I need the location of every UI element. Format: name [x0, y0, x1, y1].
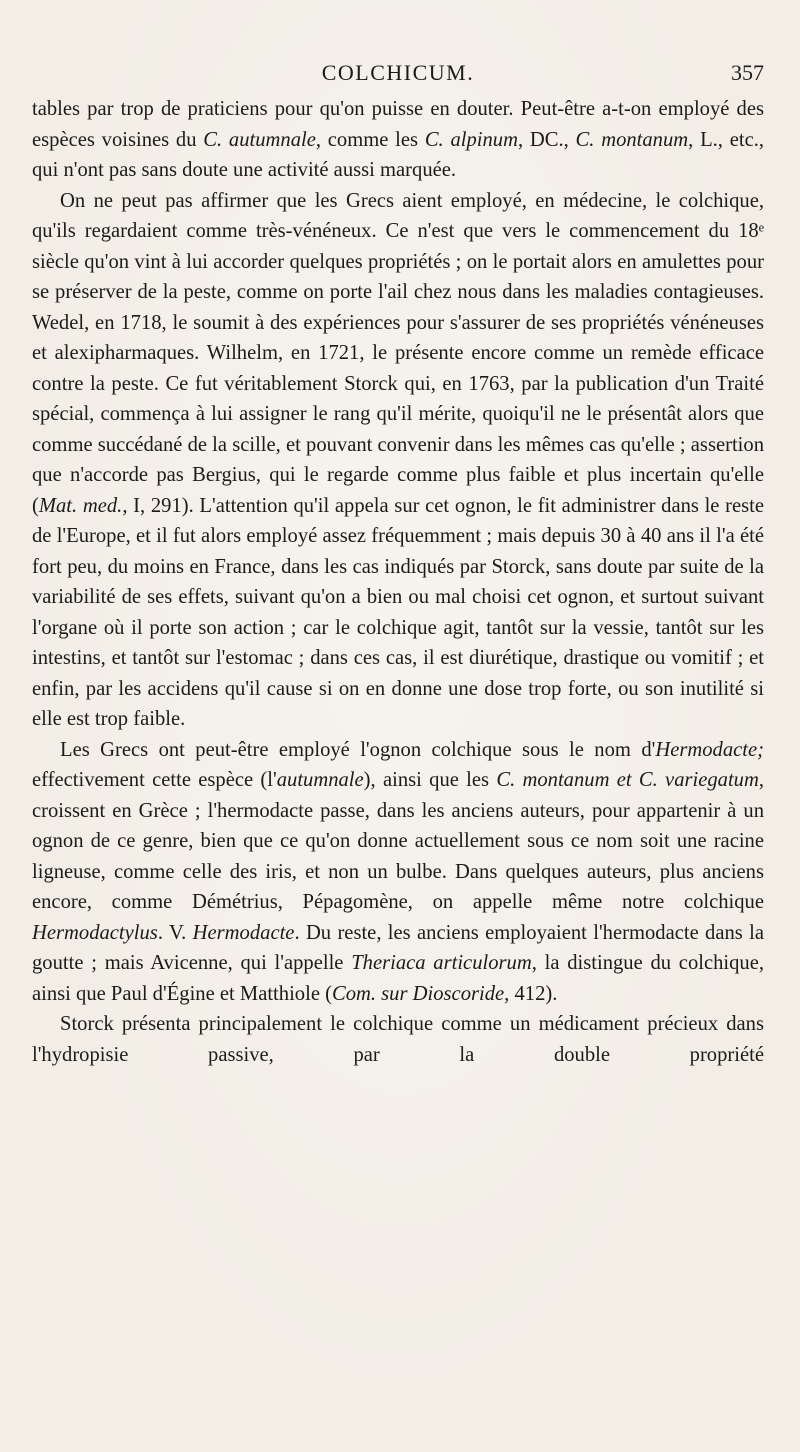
paragraph — [32, 735, 764, 1010]
italic-run: Hermodacte; — [655, 738, 764, 761]
italic-run: autumnale — [276, 769, 364, 791]
body-text — [32, 94, 764, 1070]
text-run: On ne peut pas affirmer que les Grecs aient employé, en médecine, le colchique, qu'ils regardaient comme très-vénéneux. Ce n'est que vers le commencement du 18ᵉ siècle qu'on vint à lui accorder quelques propriétés ; on le portait alors en amulettes pour se préserver de la peste, comme on porte l'ail chez nous dans les maladies contagieuses. Wedel, en 1718, le soumit à des expériences pour s'assurer de ses propriétés vénéneuses et alexipharmaques. Wilhelm, en 1721, le présente encore comme un remède efficace contre la peste. Ce fut véritablement Storck qui, en 1763, par la publication d'un Traité spécial, commença à lui assigner le rang qu'il mérite, quoiqu'il ne le présentât alors que comme succédané de la scille, et pouvant convenir dans les mêmes cas qu'elle ; assertion que n'accorde pas Bergius, qui le regarde comme plus faible et plus incertain qu'elle ( — [32, 189, 764, 517]
paragraph — [32, 94, 764, 186]
text-run: ), ainsi que les — [363, 769, 497, 791]
text-run: tables par trop de praticiens pour qu'on puisse en douter. Peut-être a-t-on employé des espèces voisines du — [32, 98, 764, 151]
italic-run: Hermodactylus — [32, 921, 158, 944]
italic-run: C. montanum et C. variegatum — [496, 769, 759, 791]
italic-run: Com. sur Dioscoride — [331, 982, 505, 1005]
page-number: 357 — [731, 60, 764, 85]
paragraph — [32, 1009, 764, 1070]
text-run: Les Grecs ont peut-être employé l'ognon colchique sous le nom d' — [60, 738, 656, 761]
paragraph — [32, 186, 764, 735]
italic-run: Mat. med. — [38, 494, 123, 517]
text-run: Storck présenta principalement le colchique comme un médicament précieux dans l'hydropisie passive, par la double propriété — [32, 1013, 764, 1066]
text-run: , comme les — [315, 128, 425, 151]
text-run: , croissent en Grèce ; l'hermodacte passe, dans les anciens auteurs, pour appartenir à un ognon de ce genre, bien que ce qu'on donne actuellement sous ce nom soit une racine ligneuse, comme celle des iris, et non un bulbe. Dans quelques auteurs, plus anciens encore, comme Démétrius, Pépagomène, on appelle même notre colchique — [32, 769, 765, 913]
text-run: . V. — [157, 921, 193, 944]
text-run: , 412). — [504, 982, 558, 1005]
text-run: effectivement cette espèce (l' — [32, 769, 277, 791]
text-run: , DC., — [517, 128, 576, 151]
running-title: COLCHICUM. — [321, 60, 475, 85]
text-run: , L., etc., qui n'ont pas sans doute une activité aussi marquée. — [32, 128, 765, 181]
italic-run: Hermodacte — [192, 921, 295, 944]
text-run: , I, 291). L'attention qu'il appela sur cet ognon, le fit administrer dans le reste de l'Europe, et il fut alors employé assez fréquemment ; mais depuis 30 à 40 ans il l'a été fort peu, du moins en France, dans les cas indiqués par Storck, sans doute par suite de la variabilité de ses effets, suivant qu'on a bien ou mal choisi cet ognon, et surtout suivant l'organe où il porte son action ; car le colchique agit, tantôt sur la vessie, tantôt sur les intestins, et tantôt sur l'estomac ; dans ces cas, il est diurétique, drastique ou vomitif ; et enfin, par les accidens qu'il cause si on en donne une dose trop forte, ou son inutilité si elle est trop faible. — [32, 494, 764, 730]
text-run: . Du reste, les anciens employaient l'hermodacte dans la goutte ; mais Avicenne, qui l'appelle — [32, 921, 764, 974]
page-header — [32, 56, 764, 90]
italic-run: C. alpinum — [424, 128, 518, 151]
italic-run: C. montanum — [575, 128, 689, 151]
italic-run: Theriaca articulorum — [351, 952, 532, 974]
text-run: , la distingue du colchique, ainsi que Paul d'Égine et Matthiole ( — [32, 952, 765, 1005]
italic-run: C. autumnale — [203, 128, 316, 151]
